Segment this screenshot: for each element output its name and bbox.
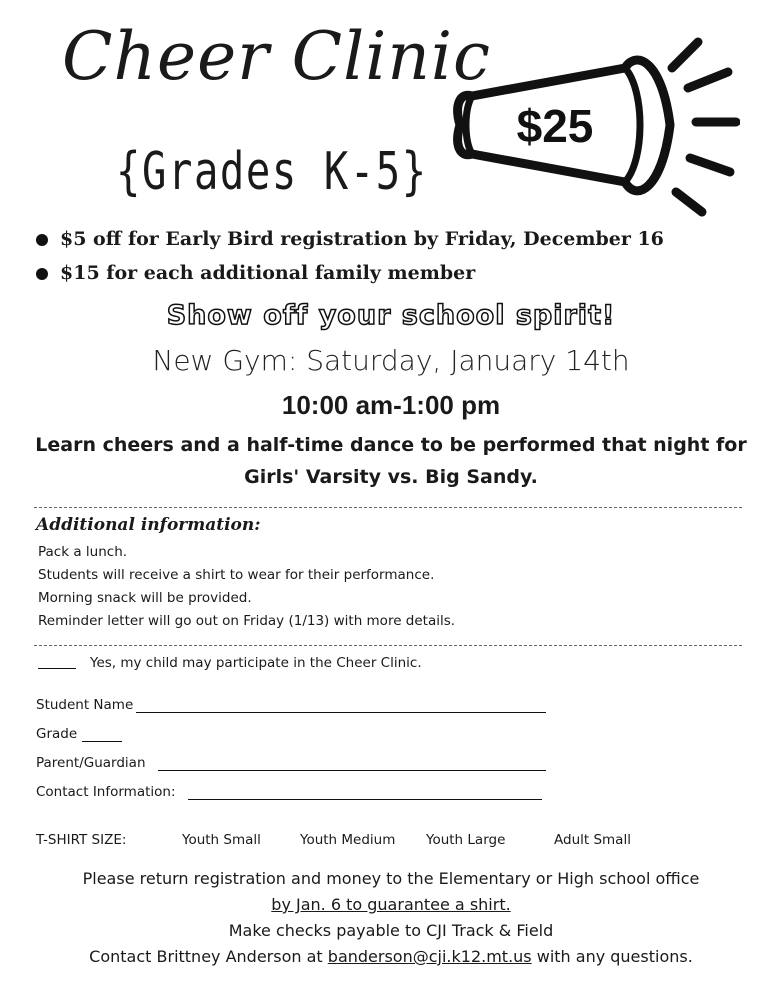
event-description-2: Girls' Varsity vs. Big Sandy. (244, 466, 538, 488)
contact-prefix: Contact Brittney Anderson at (89, 947, 328, 966)
divider (34, 507, 742, 508)
return-instructions: Please return registration and money to the Elementary or High school office (82, 869, 700, 888)
additional-info-heading: Additional information: (36, 515, 261, 535)
consent-blank[interactable] (38, 668, 76, 669)
contact-field[interactable] (188, 799, 542, 800)
info-line: Pack a lunch. (38, 544, 128, 560)
student-name-label: Student Name (36, 697, 134, 713)
info-line: Students will receive a shirt to wear for their performance. (38, 567, 435, 583)
divider (34, 645, 742, 646)
contact-email-link[interactable]: banderson@cji.k12.mt.us (327, 947, 532, 966)
contact-label: Contact Information: (36, 784, 176, 800)
contact-line (0, 947, 782, 966)
event-time: 10:00 am-1:00 pm (281, 390, 501, 420)
size-option-youth-small[interactable]: Youth Small (182, 832, 261, 848)
size-option-adult-small[interactable]: Adult Small (554, 832, 631, 848)
bullet-text: $5 off for Early Bird registration by Friday, December 16 (60, 228, 664, 250)
contact-suffix: with any questions. (531, 947, 693, 966)
size-option-youth-medium[interactable]: Youth Medium (300, 832, 396, 848)
flyer-title: Cheer Clinic (62, 18, 491, 95)
megaphone-icon (440, 30, 740, 230)
consent-label: Yes, my child may participate in the Cheer Clinic. (90, 655, 422, 671)
student-name-field[interactable] (136, 712, 546, 713)
grade-field[interactable] (82, 741, 122, 742)
bullet-dot-icon (36, 234, 48, 246)
event-description-1: Learn cheers and a half-time dance to be performed that night for (35, 434, 747, 456)
grades-label: {Grades K-5} (116, 142, 428, 202)
grade-label: Grade (36, 726, 78, 742)
info-line: Reminder letter will go out on Friday (1/13) with more details. (38, 613, 456, 629)
check-payable-note: Make checks payable to CJI Track & Field (228, 921, 554, 940)
spirit-banner: Show off your school spirit! (166, 300, 616, 331)
size-option-youth-large[interactable]: Youth Large (426, 832, 506, 848)
deadline-note: by Jan. 6 to guarantee a shirt. (271, 895, 511, 914)
tshirt-size-label: T-SHIRT SIZE: (36, 832, 127, 848)
parent-label: Parent/Guardian (36, 755, 146, 771)
bullet-family (36, 262, 475, 284)
price-label: $25 (516, 100, 594, 152)
parent-field[interactable] (158, 770, 546, 771)
info-line: Morning snack will be provided. (38, 590, 252, 606)
bullet-dot-icon (36, 268, 48, 280)
location-date: New Gym: Saturday, January 14th (152, 344, 630, 377)
bullet-early-bird (36, 228, 664, 250)
bullet-text: $15 for each additional family member (60, 262, 476, 284)
